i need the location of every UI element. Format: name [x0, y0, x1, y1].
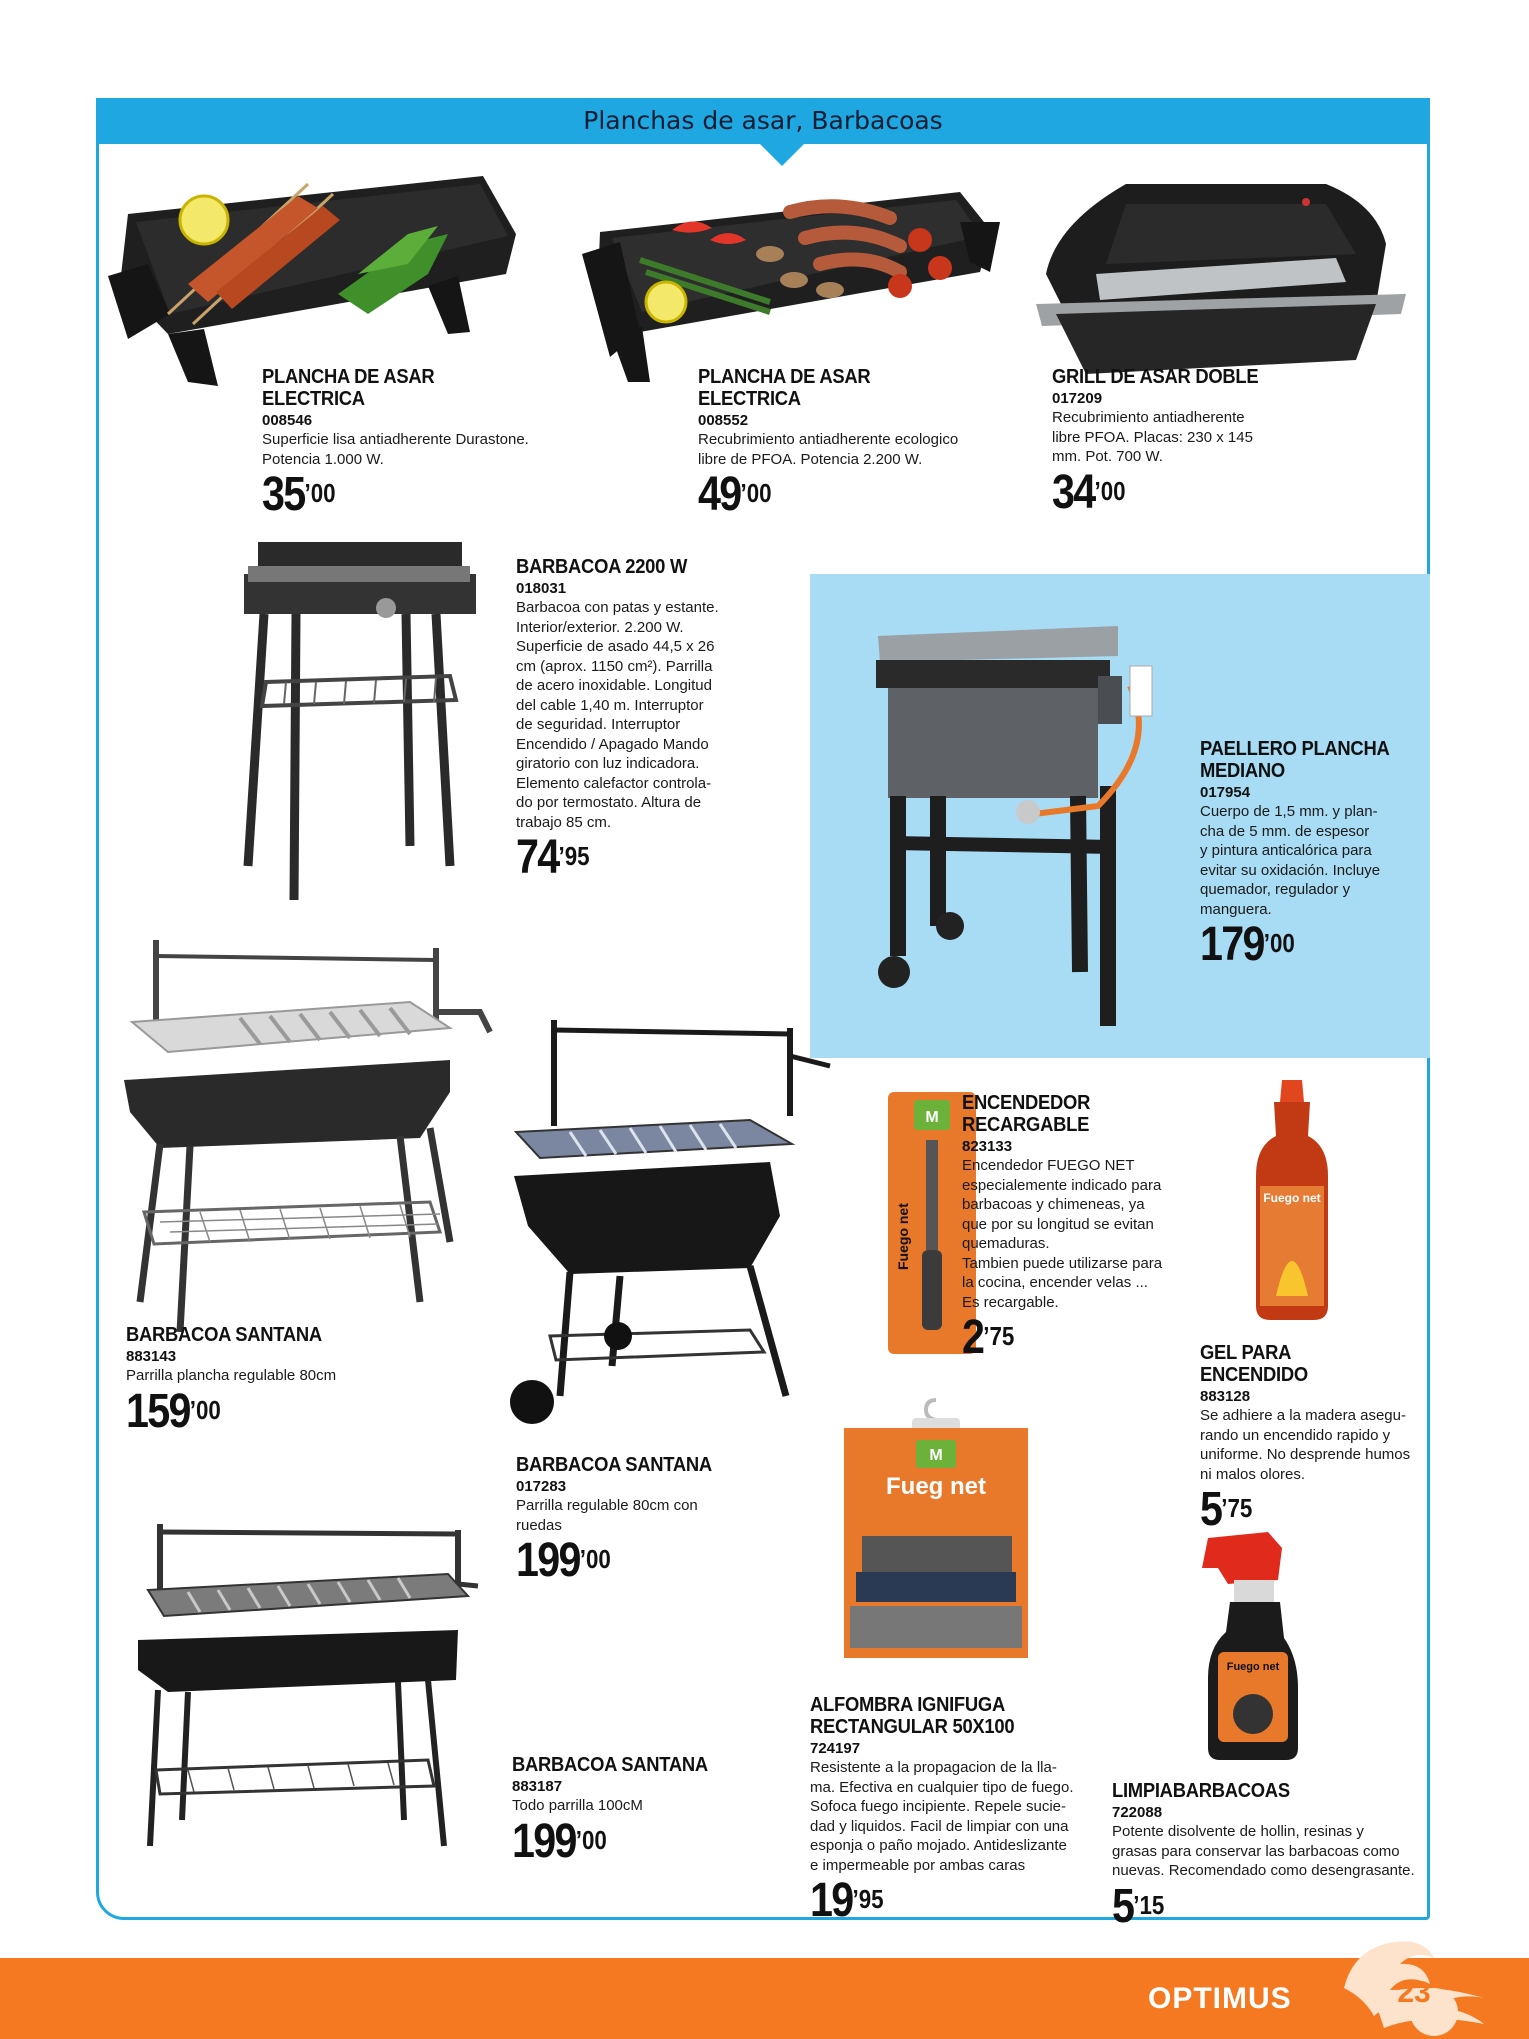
- contact-grill-icon: [1036, 164, 1406, 380]
- product-description: Resistente a la propagacion de la lla- ma. Efectiva en cualquier tipo de fuego. Sofoca fuego incipiente. Repele sucie- dad y liquidos. Facil de limpiar con una esponja o paño mojado. Antideslizante e impermeable por ambas caras: [810, 1759, 1074, 1874]
- product-code: 823133: [962, 1138, 1013, 1155]
- price-decimal: 00: [585, 1544, 611, 1574]
- price-decimal: 75: [989, 1321, 1015, 1351]
- page-number: 23: [1397, 1976, 1431, 2009]
- gel-fuegonet-logo: Fuego net: [1263, 1191, 1321, 1205]
- product-description: Cuerpo de 1,5 mm. y plan- cha de 5 mm. de espesor y pintura anticalórica para evitar su oxidación. Incluye quemador, regulador y manguera.: [1200, 803, 1381, 918]
- product-code: 883187: [512, 1778, 563, 1795]
- product-price: $5^{’75}$: [1200, 1483, 1253, 1536]
- product-price: $199^{’00}$: [516, 1534, 611, 1587]
- price-decimal: 00: [581, 1824, 607, 1855]
- price-integer: 2: [962, 1311, 984, 1364]
- price-decimal: 00: [310, 478, 336, 508]
- product-description: Recubrimiento antiadherente libre PFOA. Placas: 230 x 145 mm. Pot. 700 W.: [1052, 409, 1253, 465]
- product-code: 008546: [262, 412, 313, 429]
- price-decimal: 15: [1139, 1889, 1165, 1920]
- product-grill-017209: [1052, 366, 1312, 517]
- product-code: 722088: [1112, 1804, 1163, 1821]
- product-price: $2^{’75}$: [962, 1311, 1015, 1364]
- price-integer: 5: [1112, 1879, 1134, 1933]
- product-limpiabarbacoas-722088: [1112, 1780, 1422, 1931]
- product-name: BARBACOA 2200 W: [516, 556, 688, 578]
- griddle-with-sausages-icon: [580, 162, 1004, 392]
- product-santana-883187: [512, 1754, 752, 1866]
- price-integer: 19: [810, 1874, 853, 1927]
- price-integer: 199: [516, 1534, 580, 1587]
- product-code: 008552: [698, 412, 749, 429]
- footer-bar: [0, 1958, 1529, 2039]
- griddle-with-skewers-icon: [108, 164, 524, 398]
- price-integer: 35: [262, 468, 305, 521]
- price-integer: 159: [126, 1384, 190, 1438]
- product-price: $35^{’00}$: [262, 468, 336, 521]
- electric-barbecue-stand-icon: [236, 536, 482, 906]
- spray-fuegonet-logo: Fuego net: [1226, 1661, 1280, 1673]
- price-decimal: 95: [858, 1884, 884, 1914]
- product-description: Parrilla plancha regulable 80cm: [126, 1367, 337, 1384]
- section-header: [96, 98, 1430, 144]
- wheeled-barbecue-icon: [500, 1016, 840, 1426]
- price-integer: 74: [516, 831, 559, 884]
- product-description: Parrilla regulable 80cm con ruedas: [516, 1497, 698, 1534]
- price-decimal: 00: [746, 478, 772, 508]
- product-plancha-008552: [698, 366, 998, 519]
- product-name: ALFOMBRA IGNIFUGA RECTANGULAR 50X100: [810, 1694, 1015, 1738]
- price-decimal: 00: [1100, 475, 1126, 506]
- product-price: $199^{’00}$: [512, 1814, 607, 1868]
- product-price: $74^{’95}$: [516, 831, 590, 884]
- gel-bottle-icon: [1252, 1076, 1332, 1322]
- product-code: 017209: [1052, 390, 1103, 407]
- product-price: $159^{’00}$: [126, 1384, 221, 1438]
- product-price: $19^{’95}$: [810, 1874, 884, 1927]
- price-integer: 5: [1200, 1483, 1222, 1536]
- product-name: PLANCHA DE ASAR ELECTRICA: [698, 366, 871, 410]
- product-price: $49^{’00}$: [698, 468, 772, 521]
- product-gel-883128: [1200, 1342, 1420, 1534]
- product-barbacoa-018031: [516, 556, 756, 882]
- product-plancha-008546: [262, 366, 562, 519]
- product-paellero-017954: [1200, 738, 1420, 969]
- product-santana-017283: [516, 1454, 756, 1585]
- product-name: BARBACOA SANTANA: [516, 1454, 712, 1476]
- product-code: 017954: [1200, 784, 1251, 801]
- product-name: BARBACOA SANTANA: [126, 1324, 322, 1346]
- product-description: Encendedor FUEGO NET especialemente indicado para barbacoas y chimeneas, ya que por su longitud se evitan quemaduras. Tambien puede utilizarse para la cocina, encender velas ... Es recargable.: [962, 1157, 1163, 1311]
- large-barbecue-icon: [128, 1520, 478, 1856]
- product-description: Todo parrilla 100cM: [512, 1797, 643, 1814]
- product-name: LIMPIABARBACOAS: [1112, 1780, 1290, 1802]
- product-encendedor-823133: [962, 1092, 1182, 1362]
- product-code: 724197: [810, 1740, 861, 1757]
- price-decimal: 95: [564, 841, 590, 871]
- product-santana-883143: [126, 1324, 426, 1436]
- mat-maxi-logo: M: [929, 1447, 943, 1464]
- section-title: Planchas de asar, Barbacoas: [583, 106, 943, 135]
- optimus-logo: OPTIMUS: [1148, 1982, 1292, 2015]
- fire-mat-package-icon: [842, 1396, 1030, 1660]
- price-integer: 34: [1052, 465, 1095, 519]
- product-price: $34^{’00}$: [1052, 465, 1126, 519]
- product-code: 017283: [516, 1478, 567, 1495]
- charcoal-barbecue-icon: [120, 932, 508, 1362]
- product-code: 883143: [126, 1348, 177, 1365]
- price-integer: 179: [1200, 918, 1264, 971]
- product-code: 883128: [1200, 1388, 1251, 1405]
- product-alfombra-724197: [810, 1694, 1090, 1925]
- product-price: $5^{’15}$: [1112, 1879, 1165, 1933]
- price-integer: 49: [698, 468, 741, 521]
- product-description: Potente disolvente de hollin, resinas y grasas para conservar las barbacoas como nuevas. Recomendado como desengrasante.: [1112, 1823, 1415, 1879]
- product-description: Barbacoa con patas y estante. Interior/exterior. 2.200 W. Superficie de asado 44,5 x 26 cm (aprox. 1150 cm²). Parrilla de acero inoxidable. Longitud del cable 1,40 m. Interruptor de seguridad. Interruptor Encendido / Apagado Mando giratorio con luz indicadora. Elemento calefactor controla- do por termostato. Altura de trabajo 85 cm.: [516, 599, 719, 831]
- price-integer: 199: [512, 1814, 576, 1868]
- product-code: 018031: [516, 580, 567, 597]
- product-name: PAELLERO PLANCHA MEDIANO: [1200, 738, 1390, 782]
- product-description: Recubrimiento antiadherente ecologico libre de PFOA. Potencia 2.200 W.: [698, 431, 959, 468]
- price-decimal: 00: [195, 1394, 221, 1425]
- gas-griddle-cart-icon: [868, 616, 1160, 1044]
- maxi-logo: M: [925, 1109, 939, 1126]
- price-decimal: 00: [1269, 928, 1295, 958]
- mat-fuegonet-logo: Fueg net: [886, 1473, 986, 1500]
- product-name: GEL PARA ENCENDIDO: [1200, 1342, 1308, 1386]
- product-name: BARBACOA SANTANA: [512, 1754, 708, 1776]
- product-description: Superficie lisa antiadherente Durastone. Potencia 1.000 W.: [262, 431, 529, 468]
- price-decimal: 75: [1227, 1493, 1253, 1523]
- product-description: Se adhiere a la madera asegu- rando un encendido rapido y uniforme. No desprende humos ni malos olores.: [1200, 1407, 1411, 1483]
- fuegonet-vertical-logo: Fuego net: [895, 1203, 911, 1270]
- spray-bottle-icon: [1198, 1528, 1308, 1764]
- product-name: PLANCHA DE ASAR ELECTRICA: [262, 366, 435, 410]
- product-price: $179^{’00}$: [1200, 918, 1295, 971]
- product-name: GRILL DE ASAR DOBLE: [1052, 366, 1259, 388]
- product-name: ENCENDEDOR RECARGABLE: [962, 1092, 1091, 1136]
